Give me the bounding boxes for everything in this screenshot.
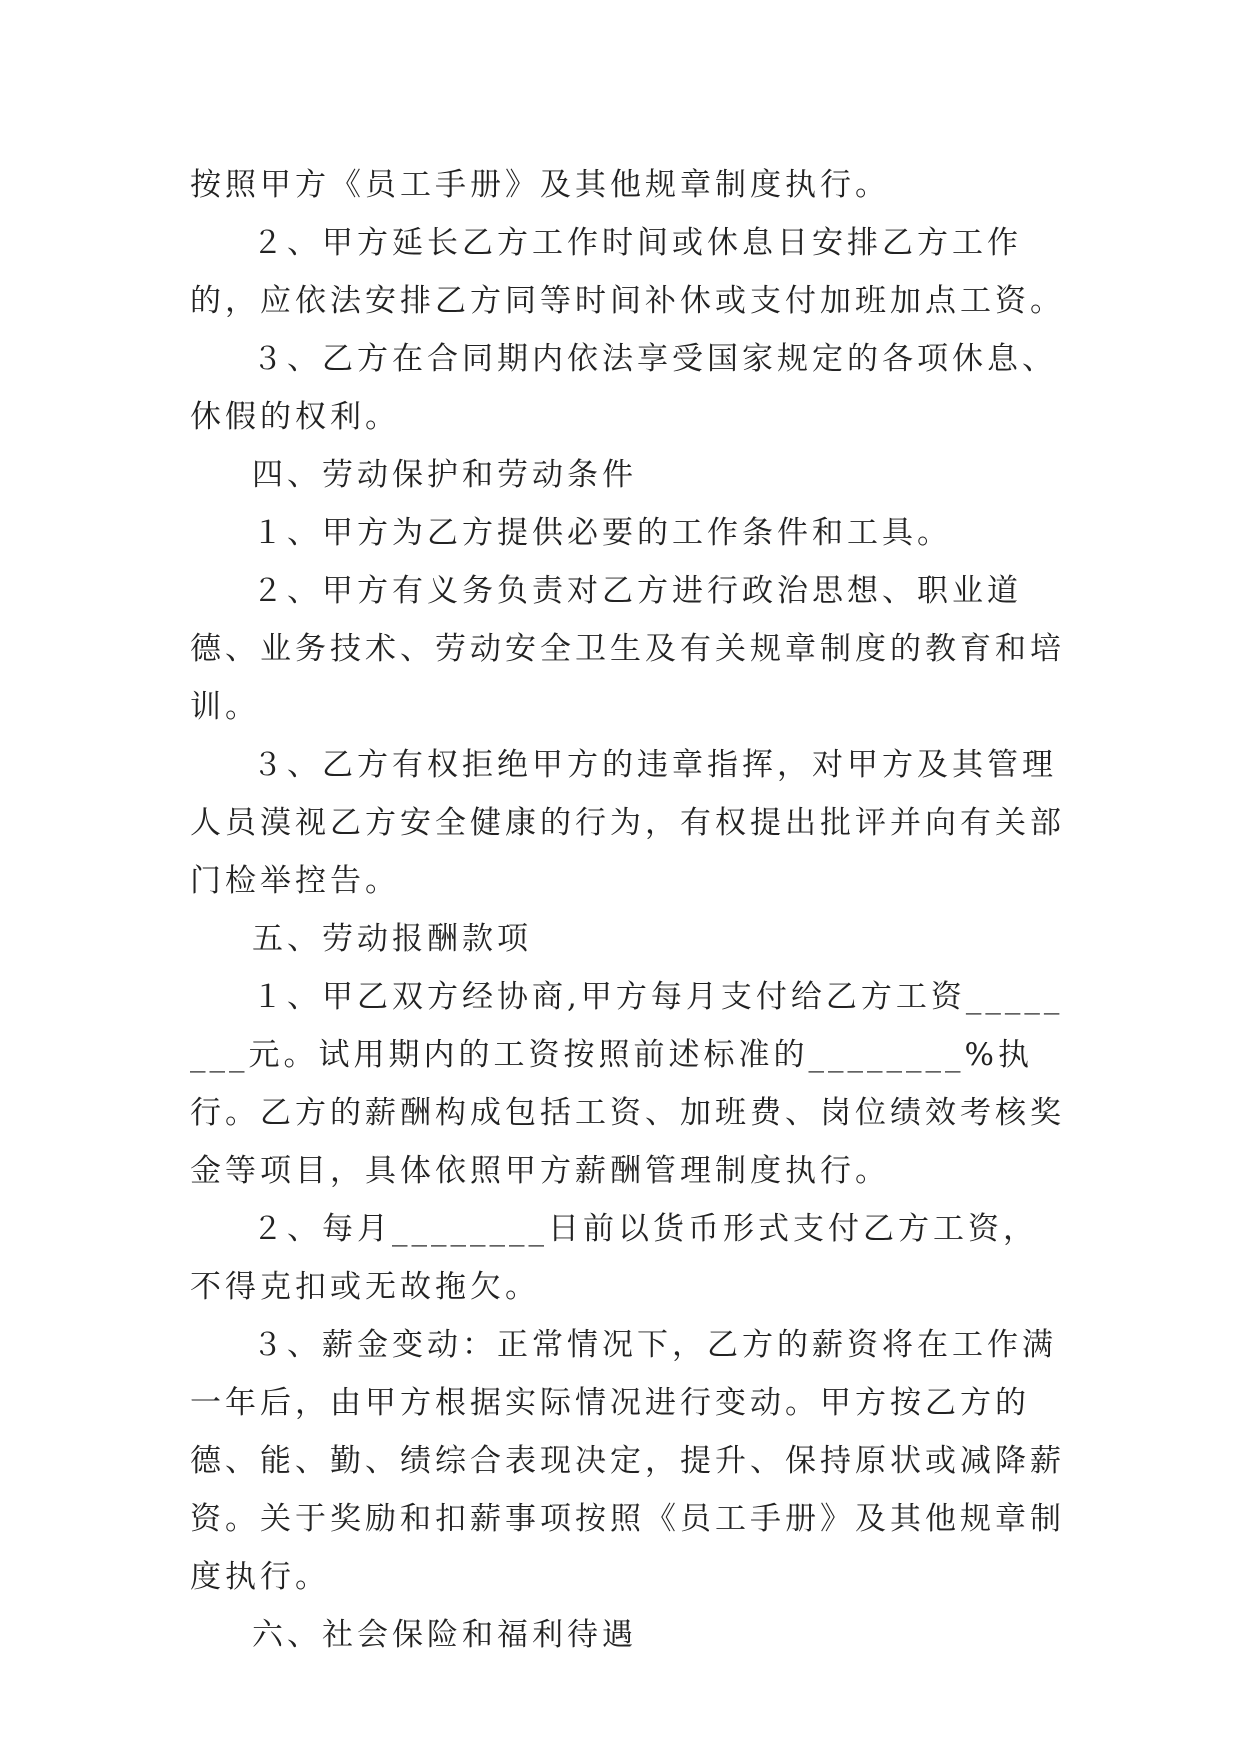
paragraph: 按照甲方《员工手册》及其他规章制度执行。 (190, 167, 890, 203)
paragraph: ２、甲方有义务负责对乙方进行政治思想、职业道德、业务技术、劳动安全卫生及有关规章制度的教育和培训。 (190, 573, 1065, 725)
paragraph: ３、乙方在合同期内依法享受国家规定的各项休息、休假的权利。 (190, 341, 1057, 435)
section-heading: 六、社会保险和福利待遇 (252, 1617, 637, 1653)
paragraph: ２、甲方延长乙方工作时间或休息日安排乙方工作的，应依法安排乙方同等时间补休或支付加班加点工资。 (190, 225, 1065, 319)
paragraph: ３、薪金变动：正常情况下，乙方的薪资将在工作满一年后，由甲方根据实际情况进行变动。甲方按乙方的德、能、勤、绩综合表现决定，提升、保持原状或减降薪资。关于奖励和扣薪事项按照《员工手册》及其他规章制度执行。 (190, 1327, 1065, 1595)
paragraph: １、甲方为乙方提供必要的工作条件和工具。 (252, 515, 952, 551)
paragraph: ３、乙方有权拒绝甲方的违章指挥，对甲方及其管理人员漠视乙方安全健康的行为，有权提出批评并向有关部门检举控告。 (190, 747, 1065, 899)
section-heading: 五、劳动报酬款项 (252, 921, 532, 957)
paragraph: １、甲乙双方经协商,甲方每月支付给乙方工资________元。试用期内的工资按照前述标准的________%执行。乙方的薪酬构成包括工资、加班费、岗位绩效考核奖金等项目，具体依照甲方薪酬管理制度执行。 (190, 979, 1065, 1189)
paragraph: ２、每月________日前以货币形式支付乙方工资，不得克扣或无故拖欠。 (190, 1211, 1038, 1305)
document-body (190, 156, 1070, 1664)
section-heading: 四、劳动保护和劳动条件 (252, 457, 637, 493)
